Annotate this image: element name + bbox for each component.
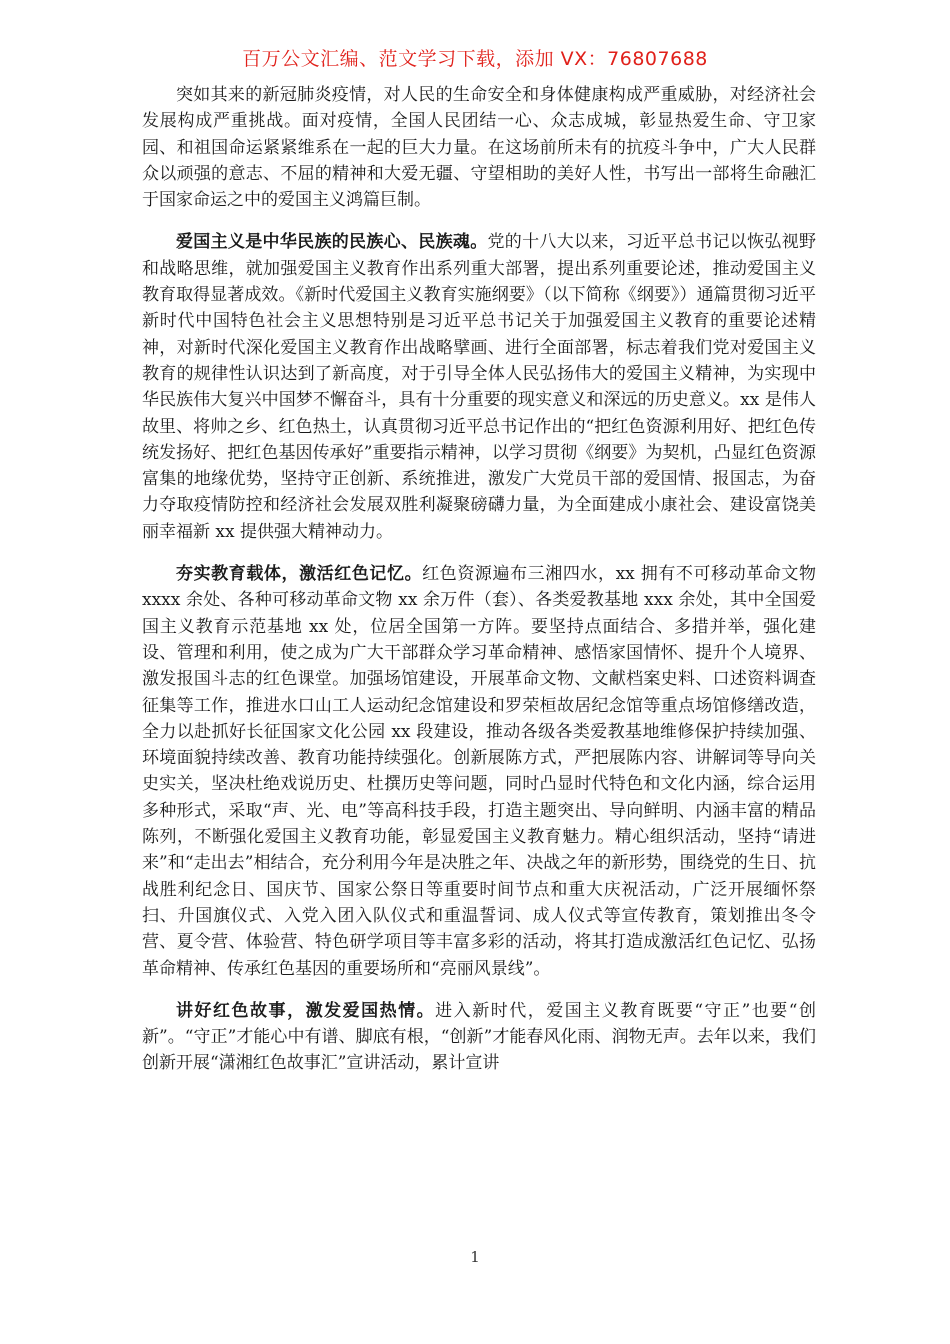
paragraph-2-lead: 爱国主义是中华民族的民族心、民族魂。 <box>176 232 488 253</box>
paragraph-2 <box>142 229 816 545</box>
header-banner: 百万公文汇编、范文学习下载，添加 VX：76807688 <box>242 48 708 70</box>
paragraph-1-text: 突如其来的新冠肺炎疫情，对人民的生命安全和身体健康构成严重威胁，对经济社会发展构成严重挑战。面对疫情，全国人民团结一心、众志成城，彰显热爱生命、守卫家园、和祖国命运紧紧维系在一起的巨大力量。在这场前所未有的抗疫斗争中，广大人民群众以顽强的意志、不屈的精神和大爱无疆、守望相助的美好人性，书写出一部将生命融汇于国家命运之中的爱国主义鸿篇巨制。 <box>142 85 816 211</box>
paragraph-4-lead: 讲好红色故事，激发爱国热情。 <box>176 1000 436 1021</box>
paragraph-1 <box>142 82 816 213</box>
paragraph-2-text: 党的十八大以来，习近平总书记以恢弘视野和战略思维，就加强爱国主义教育作出系列重大部署，提出系列重要论述，推动爱国主义教育取得显著成效。《新时代爱国主义教育实施纲要》（以下简称《纲要》）通篇贯彻习近平新时代中国特色社会主义思想特别是习近平总书记关于加强爱国主义教育的重要论述精神，对新时代深化爱国主义教育作出战略擘画、进行全面部署，标志着我们党对爱国主义教育的规律性认识达到了新高度，对于引导全体人民弘扬伟大的爱国主义精神，为实现中华民族伟大复兴中国梦不懈奋斗，具有十分重要的现实意义和深远的历史意义。xx 是伟人故里、将帅之乡、红色热土，认真贯彻习近平总书记作出的“把红色资源利用好、把红色传统发扬好、把红色基因传承好”重要指示精神，以学习贯彻《纲要》为契机，凸显红色资源富集的地缘优势，坚持守正创新、系统推进，激发广大党员干部的爱国情、报国志，为奋力夺取疫情防控和经济社会发展双胜利凝聚磅礴力量，为全面建成小康社会、建设富饶美丽幸福新 xx 提供强大精神动力。 <box>142 232 816 542</box>
paragraph-4-text: 进入新时代，爱国主义教育既要“守正”也要“创新”。“守正”才能心中有谱、脚底有根，“创新”才能春风化雨、润物无声。去年以来，我们创新开展“潇湘红色故事汇”宣讲活动，累计宣讲 <box>142 1000 816 1074</box>
paragraph-3-lead: 夯实教育载体，激活红色记忆。 <box>176 564 423 585</box>
paragraph-3 <box>142 561 816 982</box>
paragraph-4 <box>142 998 816 1077</box>
document-body <box>142 82 816 1093</box>
paragraph-3-text: 红色资源遍布三湘四水，xx 拥有不可移动革命文物 xxxx 余处、各种可移动革命文物 xx 余万件（套）、各类爱教基地 xxx 余处，其中全国爱国主义教育示范基地 xx 处，位居全国第一方阵。要坚持点面结合、多措并举，强化建设、管理和利用，使之成为广大干部群众学习革命精神、感悟家国情怀、提升个人境界、激发报国斗志的红色课堂。加强场馆建设，开展革命文物、文献档案史料、口述资料调查征集等工作，推进水口山工人运动纪念馆建设和罗荣桓故居纪念馆等重点场馆修缮改造，全力以赴抓好长征国家文化公园 xx 段建设，推动各级各类爱教基地维修保护持续加强、环境面貌持续改善、教育功能持续强化。创新展陈方式，严把展陈内容、讲解词等导向关史实关，坚决杜绝戏说历史、杜撰历史等问题，同时凸显时代特色和文化内涵，综合运用多种形式，采取“声、光、电”等高科技手段，打造主题突出、导向鲜明、内涵丰富的精品陈列，不断强化爱国主义教育功能，彰显爱国主义教育魅力。精心组织活动，坚持“请进来”和“走出去”相结合，充分利用今年是决胜之年、决战之年的新形势，围绕党的生日、抗战胜利纪念日、国庆节、国家公祭日等重要时间节点和重大庆祝活动，广泛开展缅怀祭扫、升国旗仪式、入党入团入队仪式和重温誓词、成人仪式等宣传教育，策划推出冬令营、夏令营、体验营、特色研学项目等丰富多彩的活动，将其打造成激活红色记忆、弘扬革命精神、传承红色基因的重要场所和“亮丽风景线”。 <box>142 564 817 979</box>
page-number: 1 <box>470 1248 480 1266</box>
